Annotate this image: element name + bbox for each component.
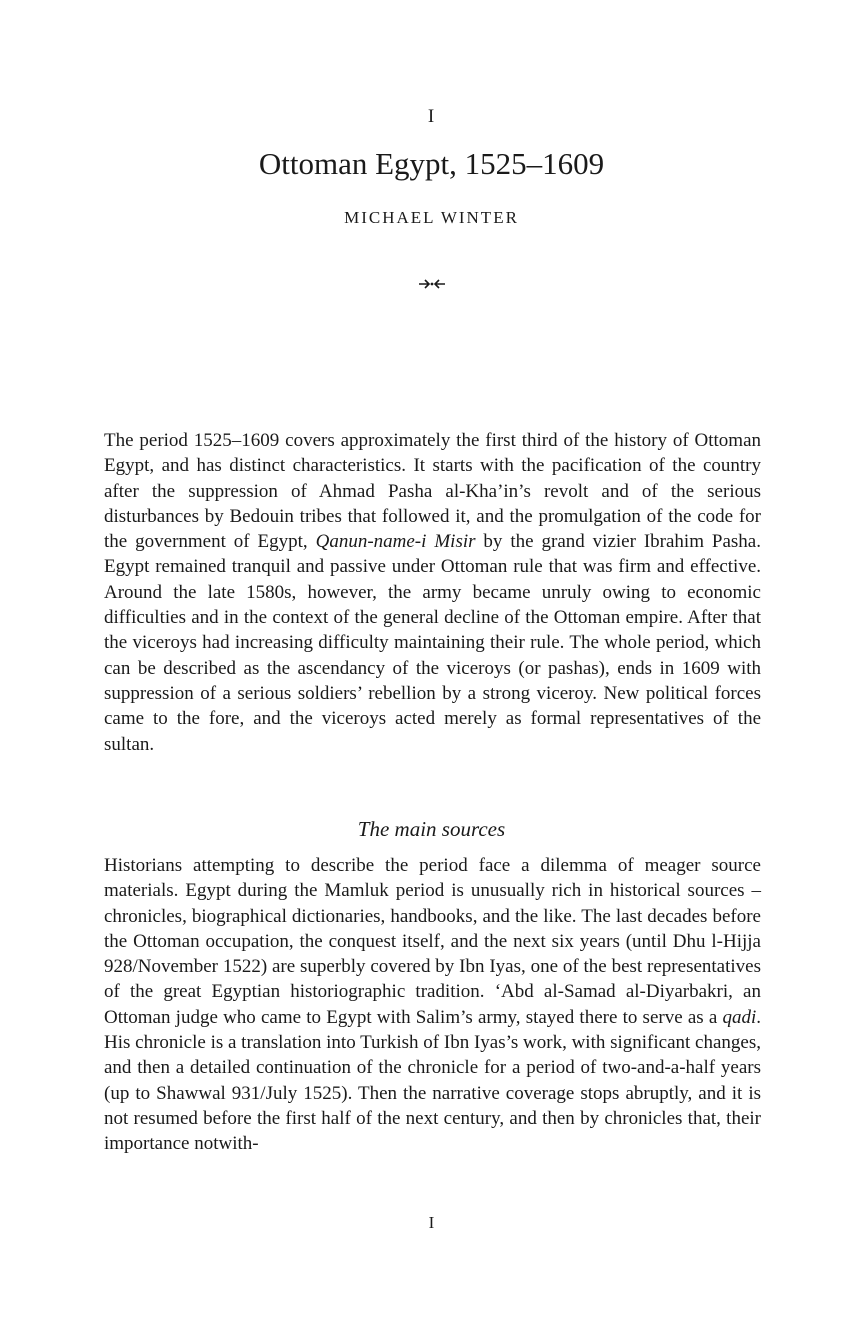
chapter-author: MICHAEL WINTER — [344, 208, 519, 227]
sources-italic-term: qadi — [722, 1006, 757, 1028]
sources-text-part-1: Historians attempting to describe the period face a dilemma of meager source materials. Egypt during the Mamluk period is unusually rich in historical sources – chronicles, biographical dictionaries, handbooks, and the like. The last decades before the Ottoman occupation, the conquest itself, and the next six years (until Dhu l-Hijja 928/November 1522) are superbly covered by Ibn Iyas, one of the best representatives of the great Egyptian historiographic tradition. ‘Abd al-Samad al-Diyarbakri, an Ottoman judge who came to Egypt with Salim’s army, stayed there to serve as a — [104, 855, 761, 1028]
intro-text-part-1: The period 1525–1609 covers approximately the first third of the history of Ottoman Egypt, and has distinct characteristics. It starts with the pacification of the country after the suppression of Ahmad Pasha al-Kha’in’s revolt and of the serious disturbances by Bedouin tribes that followed it, and the promulgation of the code for the government of Egypt, — [104, 430, 761, 553]
intro-text-part-2: by the grand vizier Ibrahim Pasha. Egypt remained tranquil and passive under Ottoman rule that was firm and effective. Around the late 1580s, however, the army became unruly owing to economic difficulties and in the context of the general decline of the Ottoman empire. After that the viceroys had increasing difficulty maintaining their rule. The whole period, which can be described as the ascendancy of the viceroys (or pashas), ends in 1609 with suppression of a serious soldiers’ rebellion by a strong viceroy. New political forces came to the fore, and the viceroys acted merely as formal representatives of the sultan. — [104, 531, 761, 755]
ornament-divider — [0, 276, 863, 294]
fleuron-ornament-icon — [417, 275, 447, 295]
intro-paragraph — [104, 428, 761, 757]
page-number: I — [428, 1213, 435, 1232]
chapter-title: Ottoman Egypt, 1525–1609 — [258, 146, 605, 181]
section-heading: The main sources — [357, 817, 506, 841]
sources-paragraph — [104, 853, 761, 1157]
chapter-number: I — [427, 106, 436, 127]
intro-italic-title: Qanun-name-i Misir — [315, 531, 476, 553]
sources-text-part-2: . His chronicle is a translation into Turkish of Ibn Iyas’s work, with significant changes, and then a detailed continuation of the chronicle for a period of two-and-a-half years (up to Shawwal 931/July 1525). Then the narrative coverage stops abruptly, and it is not resumed before the first half of the next century, and then by chronicles that, their importance notwith- — [104, 1006, 761, 1155]
